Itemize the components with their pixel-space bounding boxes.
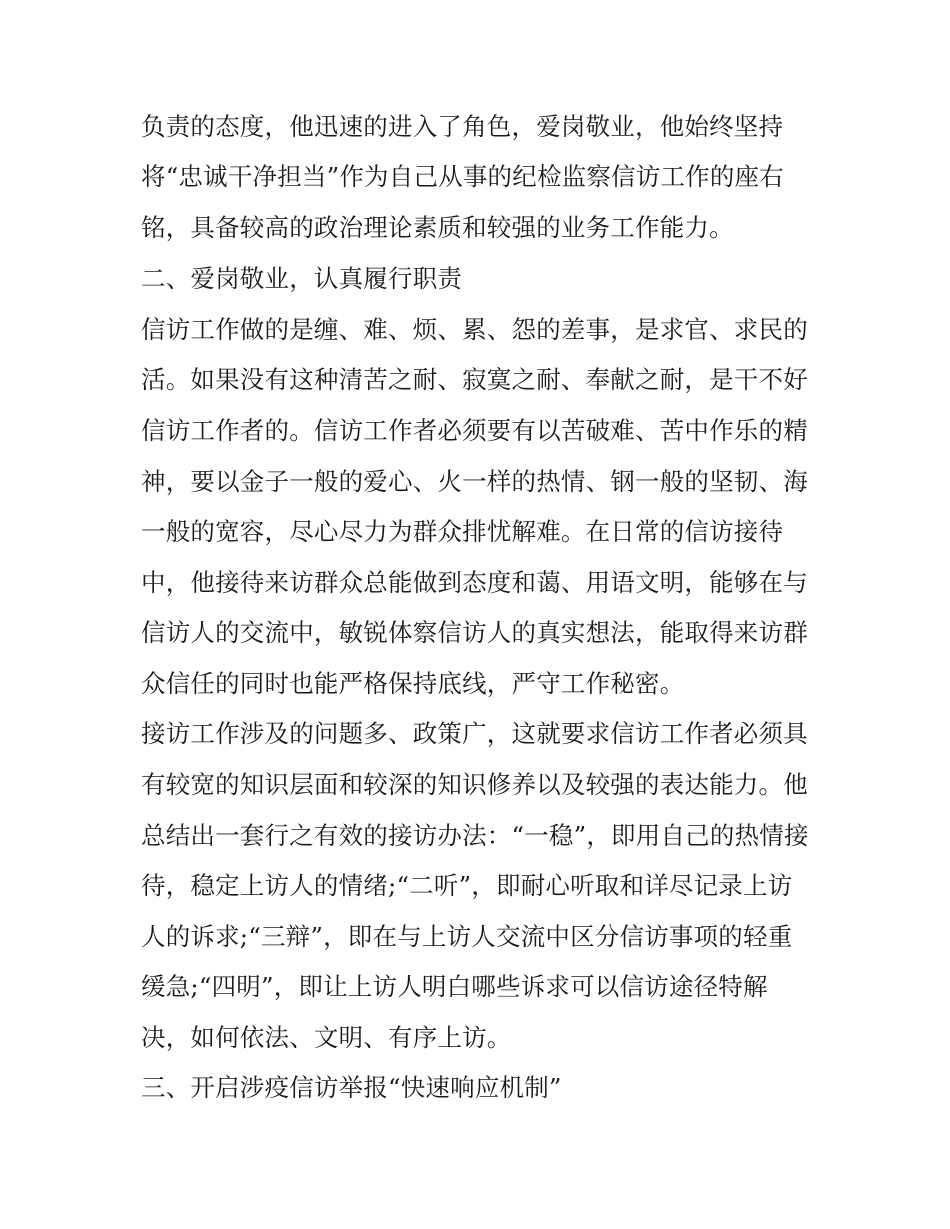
text-line: 人的诉求;“三辩”，即在与上访人交流中区分信访事项的轻重 <box>141 922 793 951</box>
text-line: 将“忠诚干净担当”作为自己从事的纪检监察信访工作的座右 <box>141 162 784 191</box>
text-line: 信访工作做的是缠、难、烦、累、怨的差事，是求官、求民的 <box>141 315 808 344</box>
section-heading: 二、爱岗敬业，认真履行职责 <box>141 264 463 293</box>
text-line: 铭，具备较高的政治理论素质和较强的业务工作能力。 <box>141 213 734 242</box>
text-line: 有较宽的知识层面和较深的知识修养以及较强的表达能力。他 <box>141 770 808 799</box>
text-line: 一般的宽容，尽心尽力为群众排忧解难。在日常的信访接待 <box>141 517 784 546</box>
text-line: 信访人的交流中，敏锐体察信访人的真实想法，能取得来访群 <box>141 618 808 647</box>
text-line: 信访工作者的。信访工作者必须要有以苦破难、苦中作乐的精 <box>141 416 808 445</box>
text-line: 决，如何依法、文明、有序上访。 <box>141 1023 512 1052</box>
text-line: 中，他接待来访群众总能做到态度和蔼、用语文明，能够在与 <box>141 568 808 597</box>
section-heading: 三、开启涉疫信访举报“快速响应机制” <box>141 1073 562 1102</box>
text-line: 总结出一套行之有效的接访办法：“一稳”，即用自己的热情接 <box>141 821 809 850</box>
text-line: 缓急;“四明”，即让上访人明白哪些诉求可以信访途径特解 <box>141 972 768 1001</box>
text-line: 负责的态度，他迅速的进入了角色，爱岗敬业，他始终坚持 <box>141 112 784 141</box>
text-line: 接访工作涉及的问题多、政策广，这就要求信访工作者必须具 <box>141 719 808 748</box>
text-line: 神，要以金子一般的爱心、火一样的热情、钢一般的坚韧、海 <box>141 467 808 496</box>
text-line: 众信任的同时也能严格保持底线，严守工作秘密。 <box>141 669 685 698</box>
text-line: 活。如果没有这种清苦之耐、寂寞之耐、奉献之耐，是干不好 <box>141 365 808 394</box>
text-line: 待，稳定上访人的情绪;“二听”，即耐心听取和详尽记录上访 <box>141 871 793 900</box>
